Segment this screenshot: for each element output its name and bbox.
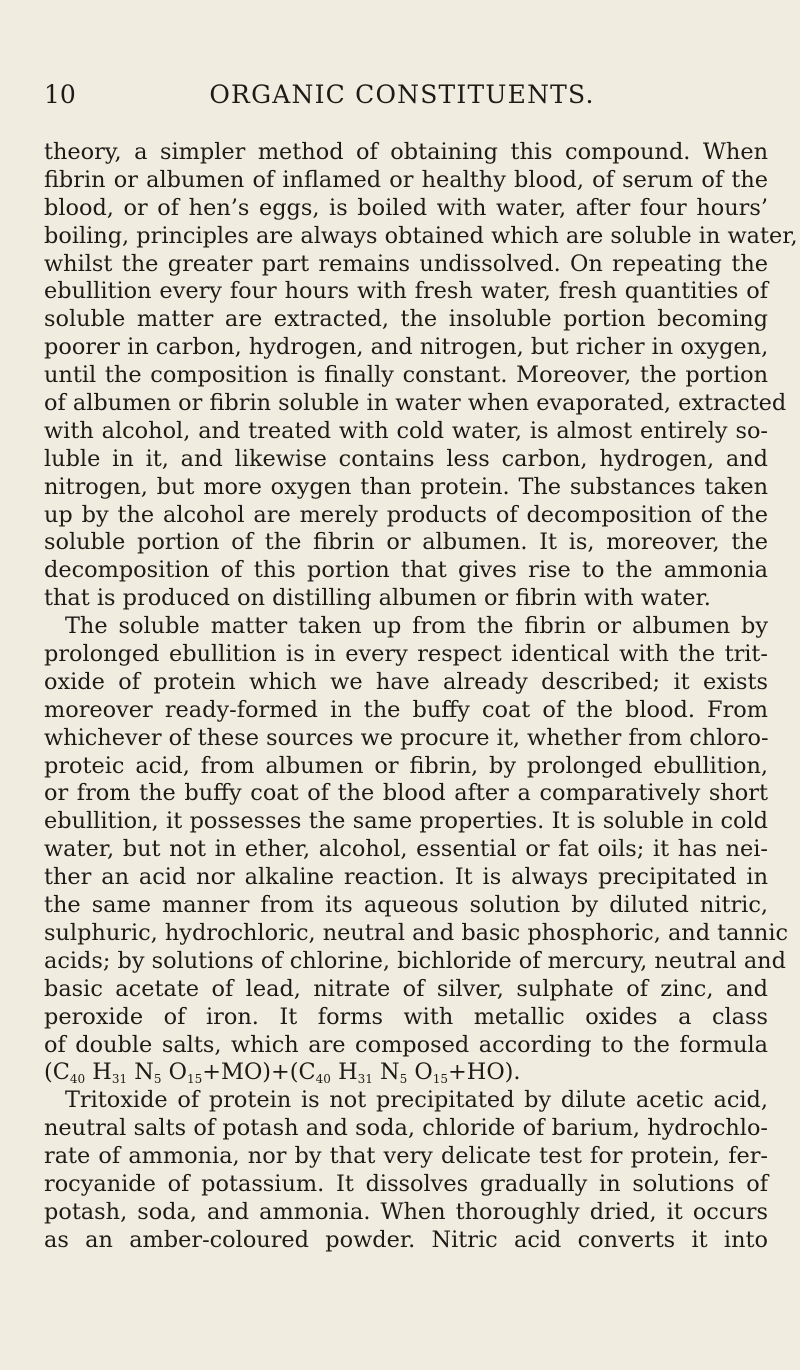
formula-line: ($C_{40}$ $H_{31}$ $N_5$ $O_{15}+MO)+(C_{40}$ $H_{31}$ $N_5$ $O_{15}+HO$).: [44, 1059, 521, 1087]
text-line: until the composition is finally constant. Moreover, the portion: [44, 362, 768, 389]
text-line: water, but not in ether, alcohol, essential or fat oils; it has nei-: [44, 836, 768, 863]
text-line: prolonged ebullition is in every respect identical with the trit-: [44, 641, 768, 668]
text-line: or from the buffy coat of the blood after a comparatively short: [44, 780, 768, 807]
text-line: as an amber-coloured powder. Nitric acid converts it into: [44, 1226, 768, 1253]
text-line: ebullition, it possesses the same properties. It is soluble in cold: [44, 808, 768, 835]
text-line: oxide of protein which we have already described; it exists: [44, 668, 768, 695]
text-line: theory, a simpler method of obtaining this compound. When: [44, 139, 768, 165]
text-line: whilst the greater part remains undissolved. On repeating the: [44, 250, 768, 277]
text-line: potash, soda, and ammonia. When thoroughly dried, it occurs: [44, 1198, 768, 1225]
text-line: with alcohol, and treated with cold water, is almost entirely so-: [44, 417, 768, 444]
text-line: of albumen or fibrin soluble in water when evaporated, extracted: [44, 390, 787, 417]
text-line: fibrin or albumen of inflamed or healthy blood, of serum of the: [44, 166, 768, 193]
text-line: proteic acid, from albumen or fibrin, by prolonged ebullition,: [44, 752, 768, 779]
text-line: rocyanide of potassium. It dissolves gradually in solutions of: [44, 1170, 768, 1197]
body-text: [44, 139, 798, 1255]
text-line: soluble matter are extracted, the insoluble portion becoming: [44, 306, 768, 333]
text-line: the same manner from its aqueous solution by diluted nitric,: [44, 892, 768, 919]
text-line: poorer in carbon, hydrogen, and nitrogen, but richer in oxygen,: [44, 334, 769, 361]
text-line: nitrogen, but more oxygen than protein. The substances taken: [44, 473, 768, 500]
text-line: neutral salts of potash and soda, chloride of barium, hydrochlo-: [44, 1115, 768, 1142]
text-line: luble in it, and likewise contains less carbon, hydrogen, and: [44, 445, 768, 472]
text-line: blood, or of hen’s eggs, is boiled with water, after four hours’: [44, 194, 768, 221]
page-number: 10: [44, 80, 76, 109]
text-line: moreover ready-formed in the buffy coat of the blood. From: [44, 696, 768, 723]
running-head: ORGANIC CONSTITUENTS.: [209, 80, 595, 109]
text-line: of double salts, which are composed according to the formula: [44, 1031, 768, 1058]
text-line: peroxide of iron. It forms with metallic oxides a class: [44, 1003, 768, 1030]
text-line: The soluble matter taken up from the fibrin or albumen by: [65, 613, 768, 640]
text-line: whichever of these sources we procure it, whether from chloro-: [44, 724, 769, 751]
text-line: decomposition of this portion that gives rise to the ammonia: [44, 557, 768, 584]
text-line: ebullition every four hours with fresh water, fresh quantities of: [44, 278, 768, 305]
text-line: rate of ammonia, nor by that very delicate test for protein, fer-: [44, 1143, 768, 1170]
text-line: ther an acid nor alkaline reaction. It is always precipitated in: [44, 864, 768, 891]
page-header: [44, 80, 760, 112]
text-line: soluble portion of the fibrin or albumen. It is, moreover, the: [44, 529, 768, 556]
text-line: that is produced on distilling albumen or fibrin with water.: [44, 585, 711, 612]
text-line: boiling, principles are always obtained which are soluble in water,: [44, 222, 798, 249]
text-line: Tritoxide of protein is not precipitated by dilute acetic acid,: [65, 1087, 768, 1114]
text-line: acids; by solutions of chlorine, bichloride of mercury, neutral and: [44, 947, 786, 974]
text-line: sulphuric, hydrochloric, neutral and basic phosphoric, and tannic: [44, 919, 789, 946]
text-line: up by the alcohol are merely products of decomposition of the: [44, 501, 768, 528]
text-line: basic acetate of lead, nitrate of silver, sulphate of zinc, and: [44, 975, 768, 1002]
